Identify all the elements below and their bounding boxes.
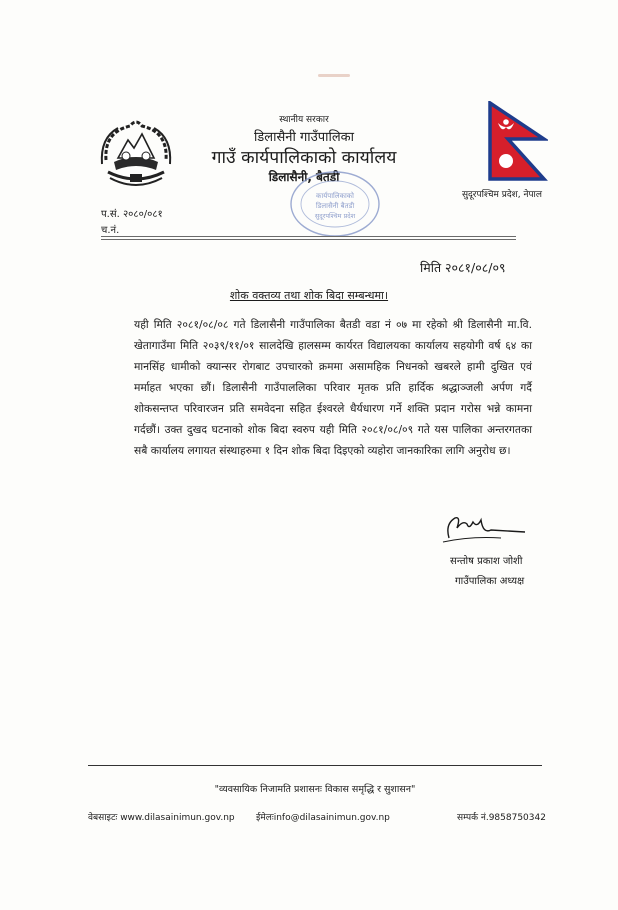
nepal-flag-icon	[486, 101, 548, 183]
municipality-name: डिलासैनी गाउँपालिका	[253, 130, 355, 145]
header-rule-2	[101, 239, 516, 240]
stamp-line-2: डिलासैनी बैतडी	[315, 202, 355, 210]
office-address: डिलासैनी, बैतडी	[268, 170, 340, 184]
province-label: सुदूरपश्चिम प्रदेश, नेपाल	[461, 190, 542, 200]
official-stamp-seal	[283, 170, 383, 242]
handwritten-signature	[441, 510, 527, 546]
footer-phone: सम्पर्क नं.9858750342	[457, 813, 546, 823]
signatory-title: गाउँपालिका अध्यक्ष	[455, 576, 525, 587]
stamp-line-1: कार्यपालिकाको	[316, 192, 354, 200]
stamp-line-3: सुदूरपश्चिम प्रदेश	[314, 212, 356, 220]
letter-date: मिति २०८१/०८/०९	[420, 260, 506, 275]
government-label: स्थानीय सरकार	[279, 115, 329, 125]
reference-number: प.सं. २०८०/०८१	[101, 209, 163, 220]
header-rule-1	[101, 236, 516, 237]
footer-rule	[88, 765, 542, 766]
nepal-emblem-logo	[96, 114, 176, 194]
footer-website: वेबसाइटः www.dilasainimun.gov.np	[88, 813, 235, 823]
footer-email: ईमेलःinfo@dilasainimun.gov.np	[256, 813, 390, 823]
office-title: गाउँ कार्यपालिकाको कार्यालय	[211, 148, 397, 168]
footer-motto: "व्यवसायिक निजामति प्रशासनः विकास समृद्धि र सुशासन"	[214, 784, 416, 795]
letter-subject	[100, 288, 518, 303]
signatory-name: सन्तोष प्रकाश जोशी	[450, 556, 523, 567]
page-top-mark	[318, 74, 350, 77]
letter-body: यही मिति २०८१/०८/०८ गते डिलासैनी गाउँपालिका बैतडी वडा नं ०७ मा रहेको श्री डिलासैनी मा.वि. खेतागाउँमा मिति २०३९/११/०१ सालदेखि हालसम्म कार्यरत विद्यालयका कार्यालय सहयोगी वर्ष ६४ का मानसिंह धामीको क्यान्सर रोगबाट उपचारको क्रममा असामहिक निधनको खबरले हामी दुखित एवं मर्माहत भएका छौं। डिलासैनी गाउँपाललिका परिवार मृतक प्रति हार्दिक श्रद्धाञ्जली अर्पण गर्दै शोकसन्तप्त परिवारजन प्रति समवेदना सहित ईश्वरले धैर्यधारण गर्ने शक्ति प्रदान गरोस भन्ने कामना गर्दछौं। उक्त दुखद घटनाको शोक बिदा स्वरुप यही मिति २०८१/०८/०९ गते यस पालिका अन्तरगतका सबै कार्यालय लगायत संस्थाहरुमा १ दिन शोक बिदा दिइएको व्यहोरा जानकारिका लागि अनुरोध छ।	[134, 318, 532, 457]
dispatch-number: च.नं.	[101, 225, 120, 236]
subject-text: शोक वक्तव्य तथा शोक बिदा सम्बन्धमा।	[229, 289, 389, 302]
